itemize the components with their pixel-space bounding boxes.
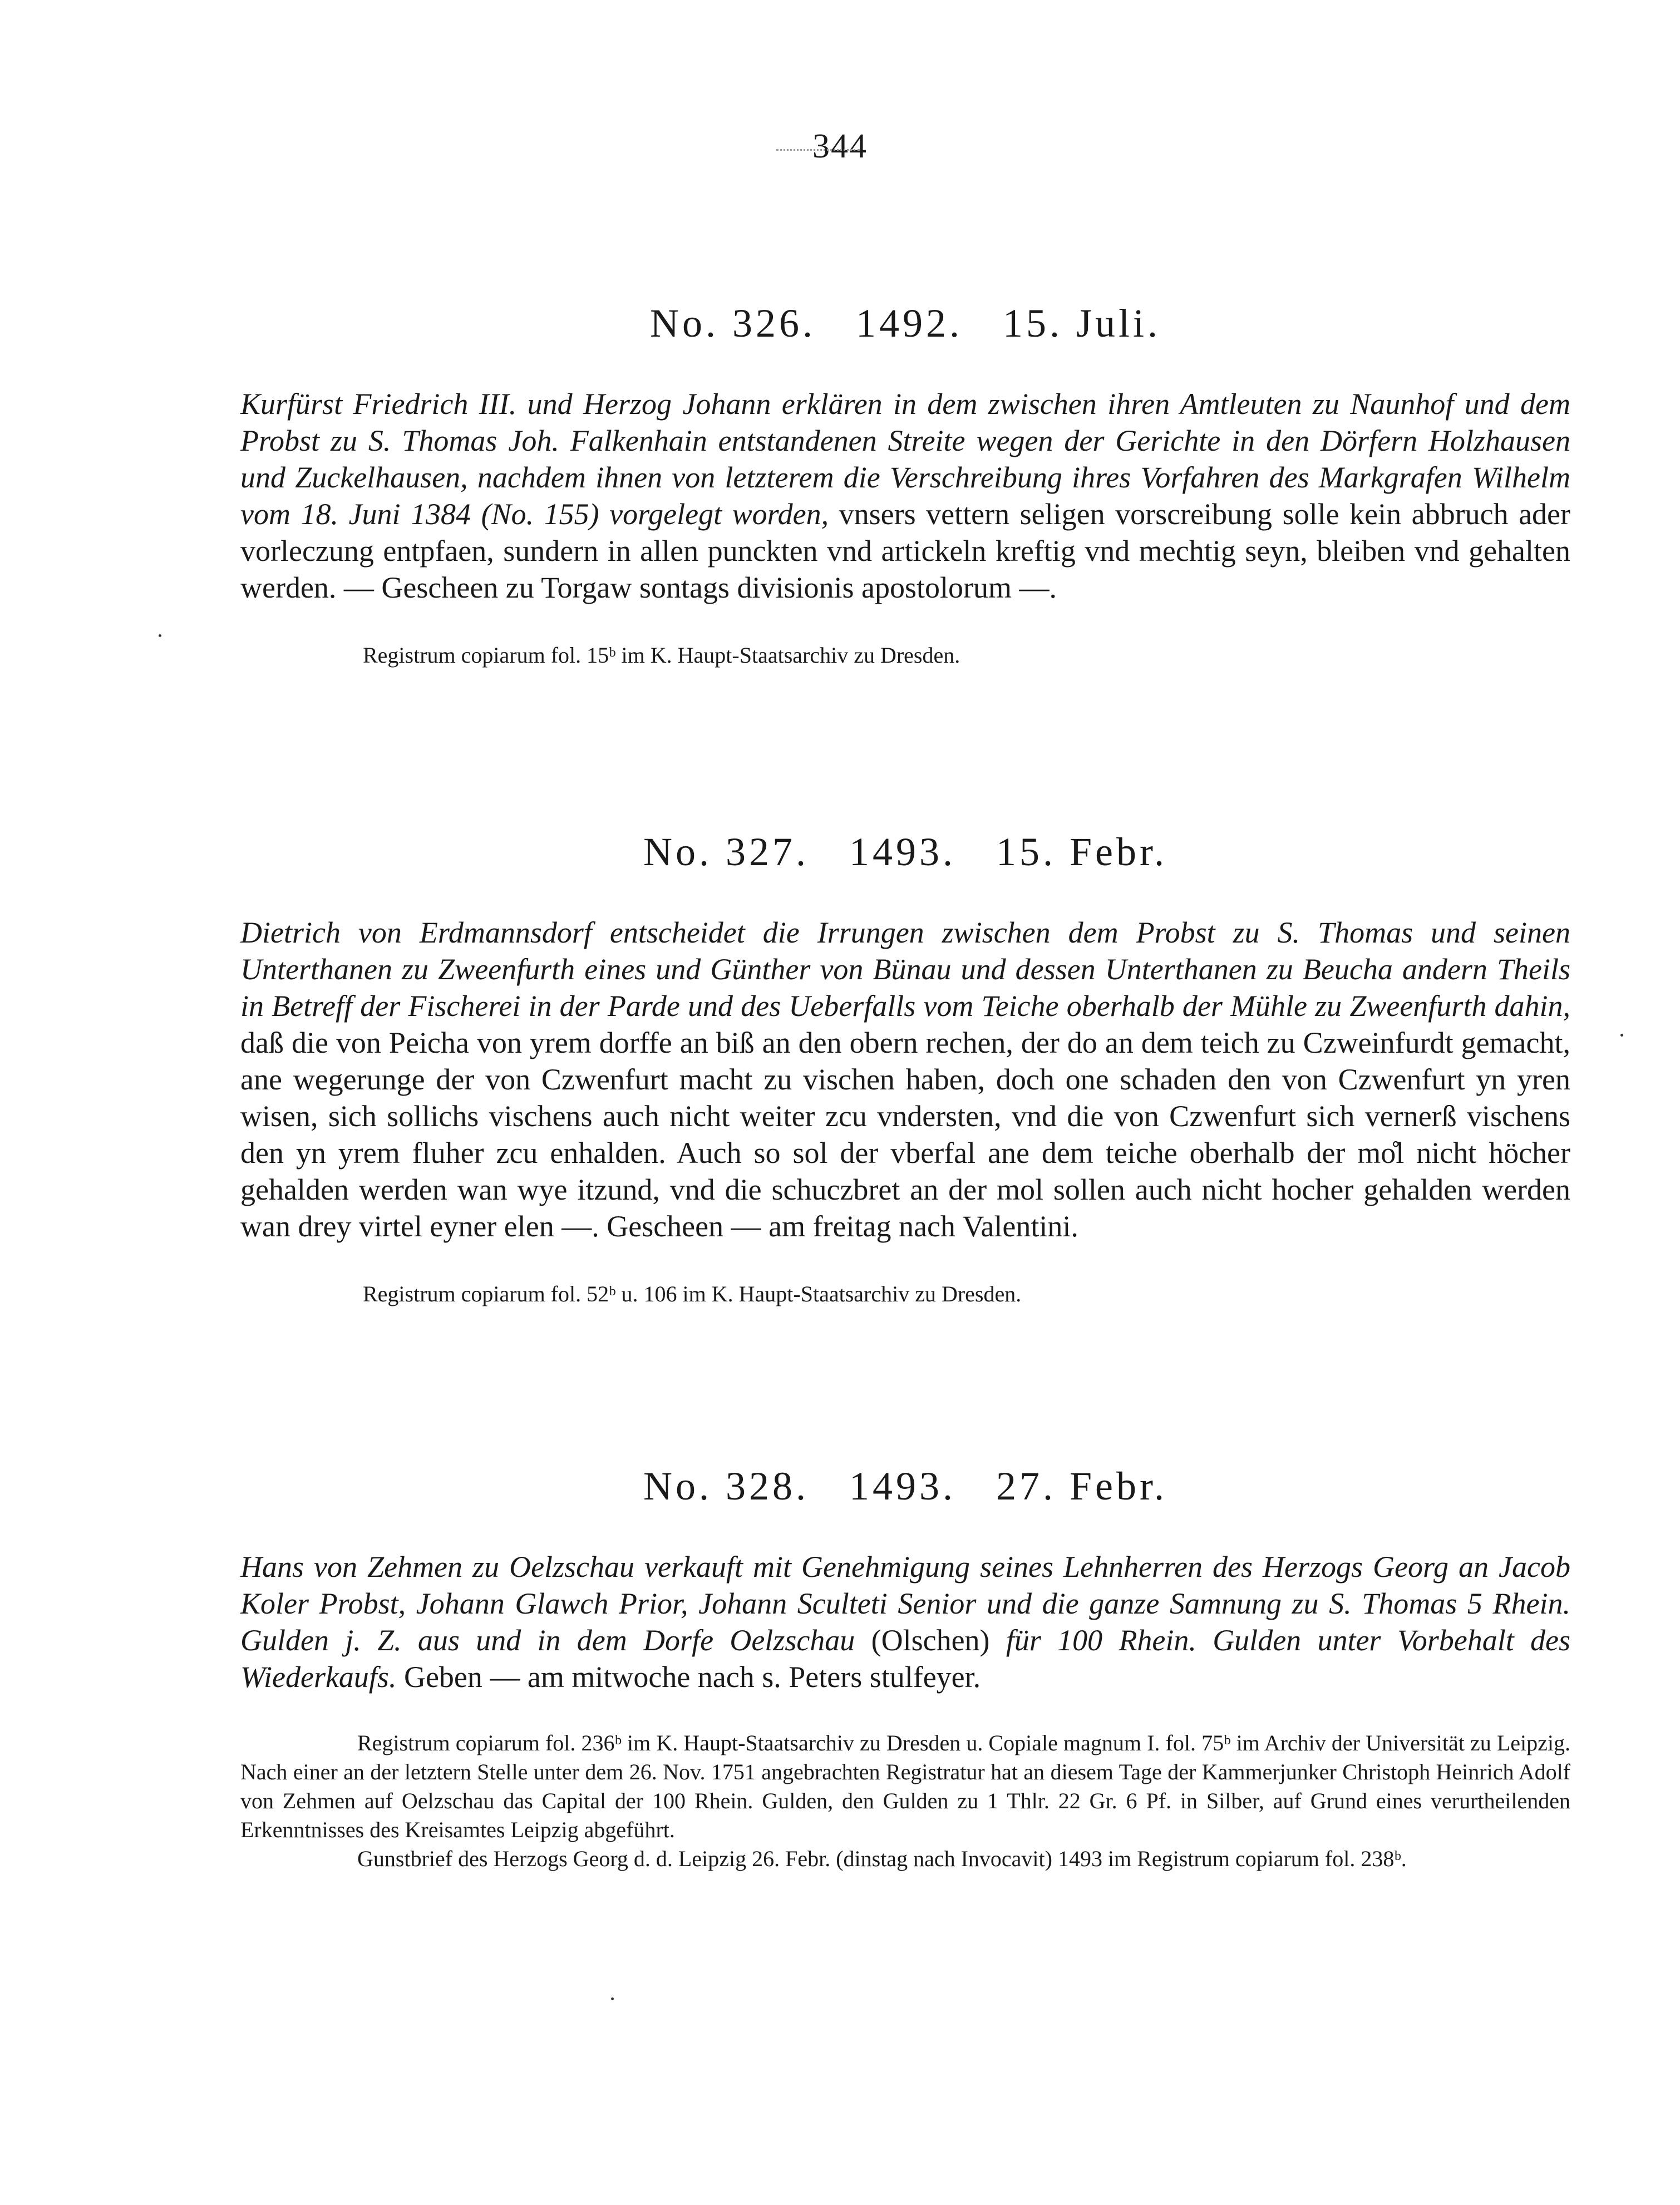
scan-speck xyxy=(159,634,161,637)
entry-regest xyxy=(240,1548,1570,1695)
entry-heading xyxy=(240,829,1570,875)
entry-regest xyxy=(240,386,1570,606)
entry-date: 27. Febr. xyxy=(996,1464,1167,1508)
entry-year: 1493. xyxy=(849,1464,956,1508)
entry-quote: Geben — am mitwoche nach s. Peters stulfeyer. xyxy=(396,1660,981,1694)
entry-326 xyxy=(240,300,1570,670)
entry-source: Registrum copiarum fol. 15ᵇ im K. Haupt-Staatsarchiv zu Dresden. xyxy=(363,643,960,668)
page-number-text: 344 xyxy=(812,127,868,165)
entry-source: Registrum copiarum fol. 52ᵇ u. 106 im K. Haupt-Staatsarchiv zu Dresden. xyxy=(363,1281,1022,1306)
entry-quote: daß die von Peicha von yrem dorffe an biß an den obern rechen, der do an dem teich zu Czweinfurdt gemacht, ane wegerunge der von Czwenfurt macht zu vischen haben, doch one schaden den von Czwenfurt yn yren wisen, sich sollichs vischens auch nicht weiter zcu vndersten, vnd die von Czwenfurt sich vernerß vischens den yn yrem fluher zcu enhalden. Auch so sol der vberfal ane dem teiche oberhalb der mo̊l nicht höcher gehalden werden wan wye itzund, vnd die schuczbret an der mol sollen auch nicht hocher gehalden werden wan drey virtel eyner elen —. Gescheen — am freitag nach Valentini. xyxy=(240,1026,1570,1243)
scan-speck xyxy=(1620,1034,1623,1037)
entry-number: No. 327. xyxy=(643,830,809,874)
entry-summary: Dietrich von Erdmannsdorf entscheidet die Irrungen zwischen dem Probst zu S. Thomas und seinen Unterthanen zu Zweenfurth eines und Günther von Bünau und dessen Unterthanen zu Beucha andern Theils in Betreff der Fischerei in der Parde und des Ueberfalls vom Teiche oberhalb der Mühle zu Zweenfurth dahin, xyxy=(240,916,1570,1023)
page-number xyxy=(0,127,1680,166)
entry-year: 1492. xyxy=(855,301,963,346)
entry-date: 15. Juli. xyxy=(1002,301,1161,346)
entry-number: No. 326. xyxy=(649,301,816,346)
entry-summary-continued: für 100 Rhein. Gulden unter Vorbehalt des Wiederkaufs. xyxy=(240,1624,1571,1694)
entry-place-variant: (Olschen) xyxy=(855,1624,1006,1657)
entry-heading xyxy=(240,300,1570,347)
entry-year: 1493. xyxy=(849,830,956,874)
entry-date: 15. Febr. xyxy=(996,830,1167,874)
entry-number: No. 328. xyxy=(643,1464,809,1508)
entry-328 xyxy=(240,1463,1570,1873)
entry-heading xyxy=(240,1463,1570,1510)
entry-327 xyxy=(240,829,1570,1309)
entry-summary: Kurfürst Friedrich III. und Herzog Johann erklären in dem zwischen ihren Amtleuten zu Naunhof und dem Probst zu S. Thomas Joh. Falkenhain entstandenen Streite wegen der Gerichte in den Dörfern Holzhausen und Zuckelhausen, nachdem ihnen von letzterem die Verschreibung ihres Vorfahren des Markgrafen Wilhelm vom 18. Juni 1384 (No. 155) vorgelegt worden, xyxy=(240,387,1570,531)
entry-notes xyxy=(240,1729,1570,1873)
entry-note: Gunstbrief des Herzogs Georg d. d. Leipzig 26. Febr. (dinstag nach Invocavit) 1493 im Registrum copiarum fol. 238ᵇ. xyxy=(357,1846,1407,1871)
entry-summary: Hans von Zehmen zu Oelzschau verkauft mit Genehmigung seines Lehnherren des Herzogs Georg an Jacob Koler Probst, Johann Glawch Prior, Johann Sculteti Senior und die ganze Samnung zu S. Thomas 5 Rhein. Gulden j. Z. aus und in dem Dorfe Oelzschau xyxy=(240,1550,1570,1657)
entry-note: Registrum copiarum fol. 236ᵇ im K. Haupt-Staatsarchiv zu Dresden u. Copiale magnum I. fol. 75ᵇ im Archiv der Universität zu Leipzig. Nach einer an der letztern Stelle unter dem 26. Nov. 1751 angebrachten Registratur hat an diesem Tage der Kammerjunker Christoph Heinrich Adolf von Zehmen auf Oelzschau das Capital der 100 Rhein. Gulden, den Gulden zu 1 Thlr. 22 Gr. 6 Pf. in Silber, auf Grund eines verurtheilenden Erkenntnisses des Kreisamtes Leipzig abgeführt. xyxy=(240,1730,1570,1842)
page-number-dots xyxy=(776,149,860,151)
entry-quote: vnsers vettern seligen vorscreibung solle kein abbruch ader vorleczung entpfaen, sundern in allen punckten vnd artickeln kreftig vnd mechtig seyn, bleiben vnd gehalten werden. — Gescheen zu Torgaw sontags divisionis apostolorum —. xyxy=(240,497,1570,604)
scan-speck xyxy=(611,1997,614,2000)
entry-regest xyxy=(240,914,1570,1245)
